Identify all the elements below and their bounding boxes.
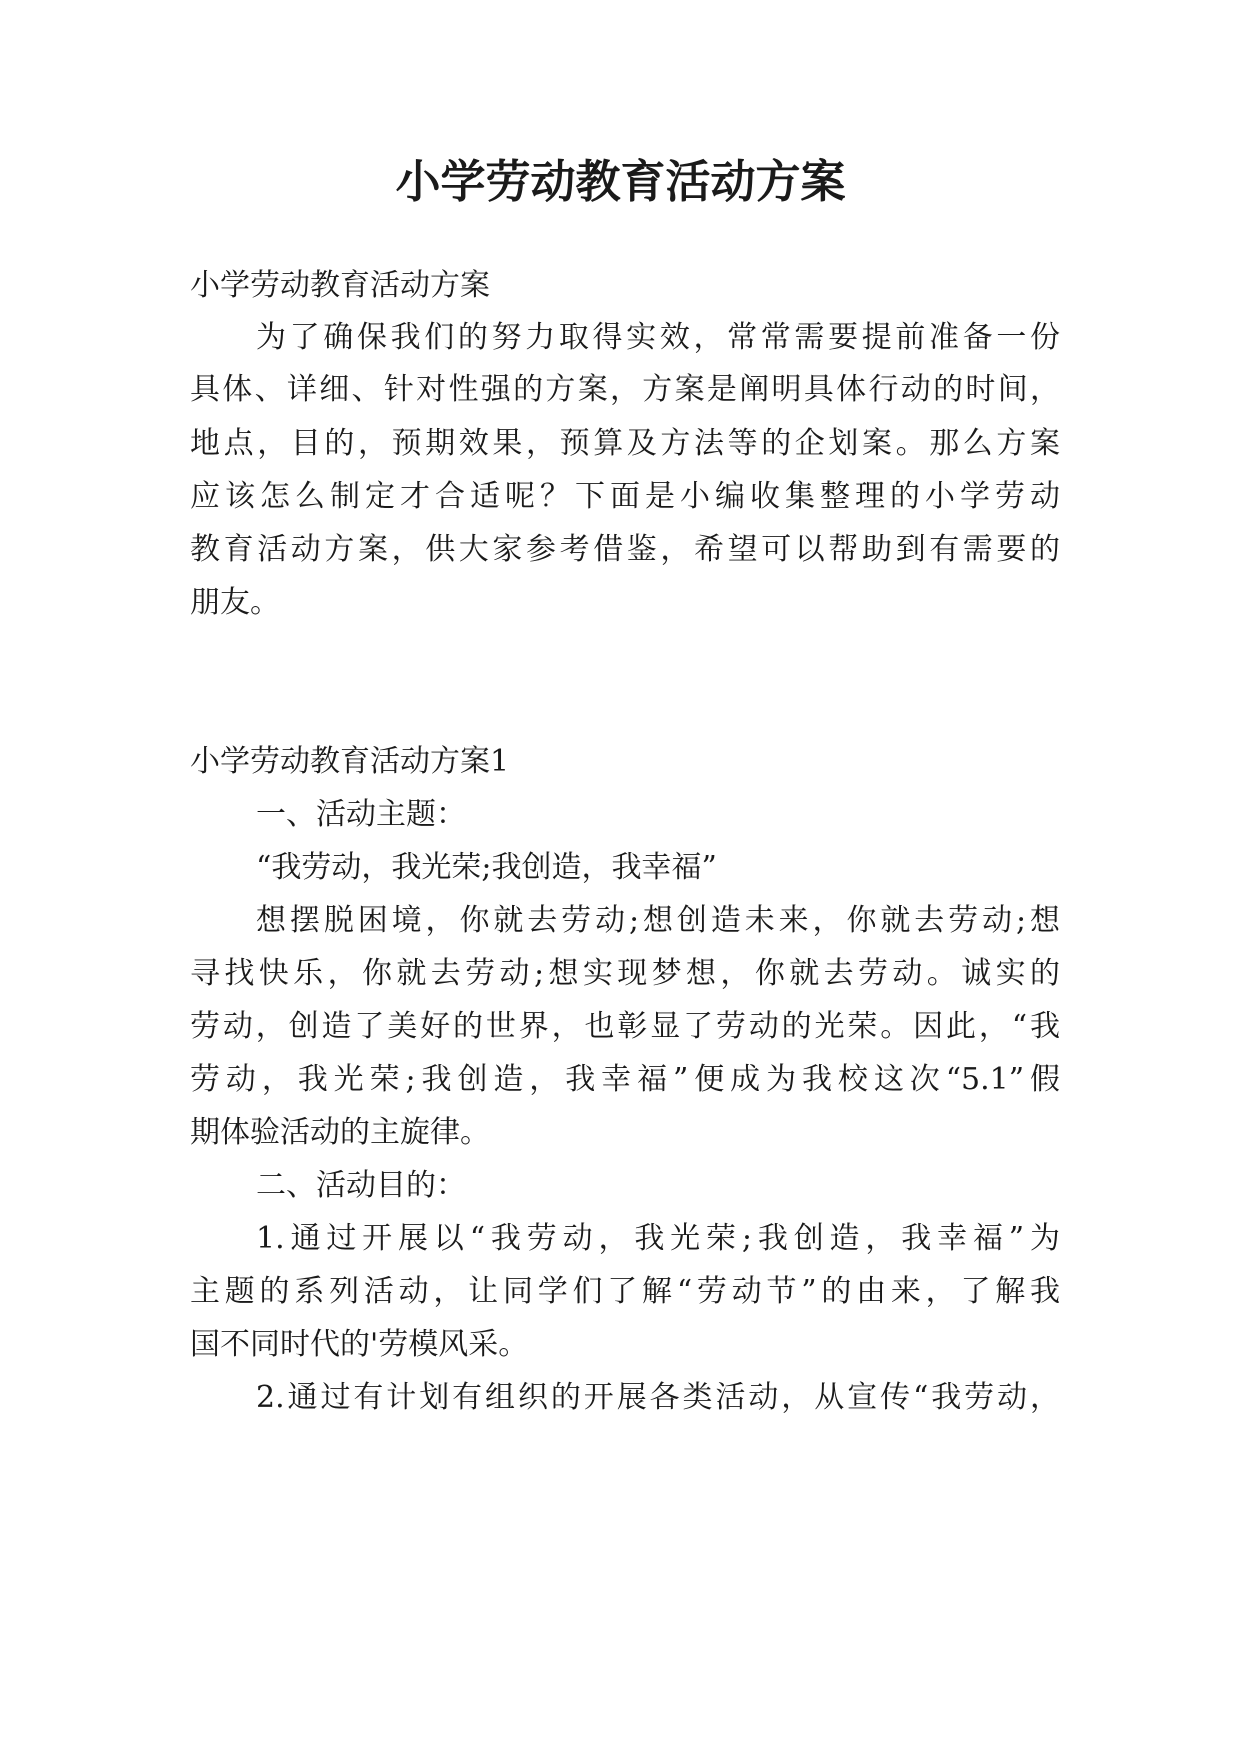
- subheading-purpose: 二、活动目的：: [256, 1168, 466, 1203]
- purpose-item-line: 主题的系列活动，让同学们了解“劳动节”的由来，了解我: [190, 1274, 1060, 1309]
- purpose-item-line: 国不同时代的'劳模风采。: [190, 1327, 529, 1362]
- section-heading: 小学劳动教育活动方案1: [190, 744, 510, 779]
- intro-paragraph-line: 具体、详细、针对性强的方案，方案是阐明具体行动的时间，: [190, 372, 1060, 407]
- theme-paragraph-line: 想摆脱困境，你就去劳动;想创造未来，你就去劳动;想: [256, 903, 1060, 938]
- intro-paragraph-line: 地点，目的，预期效果，预算及方法等的企划案。那么方案: [190, 426, 1060, 461]
- intro-paragraph-line: 应该怎么制定才合适呢？下面是小编收集整理的小学劳动: [190, 479, 1060, 514]
- purpose-item-line: 2.通过有计划有组织的开展各类活动，从宣传“我劳动，: [256, 1380, 1060, 1415]
- document-title: 小学劳动教育活动方案: [395, 155, 846, 208]
- intro-heading: 小学劳动教育活动方案: [190, 268, 490, 303]
- intro-paragraph-line: 朋友。: [190, 585, 280, 620]
- theme-paragraph-line: 劳动，我光荣;我创造，我幸福”便成为我校这次“5.1”假: [190, 1062, 1060, 1097]
- subheading-theme: 一、活动主题：: [256, 797, 466, 832]
- purpose-item-line: 1.通过开展以“我劳动，我光荣;我创造，我幸福”为: [256, 1221, 1060, 1256]
- intro-paragraph-line: 教育活动方案，供大家参考借鉴，希望可以帮助到有需要的: [190, 532, 1060, 567]
- theme-paragraph-line: 寻找快乐，你就去劳动;想实现梦想，你就去劳动。诚实的: [190, 956, 1060, 991]
- theme-paragraph-line: 劳动，创造了美好的世界，也彰显了劳动的光荣。因此，“我: [190, 1009, 1060, 1044]
- theme-slogan: “我劳动，我光荣;我创造，我幸福”: [256, 850, 717, 885]
- theme-paragraph-line: 期体验活动的主旋律。: [190, 1115, 490, 1150]
- intro-paragraph-line: 为了确保我们的努力取得实效，常常需要提前准备一份: [256, 320, 1060, 355]
